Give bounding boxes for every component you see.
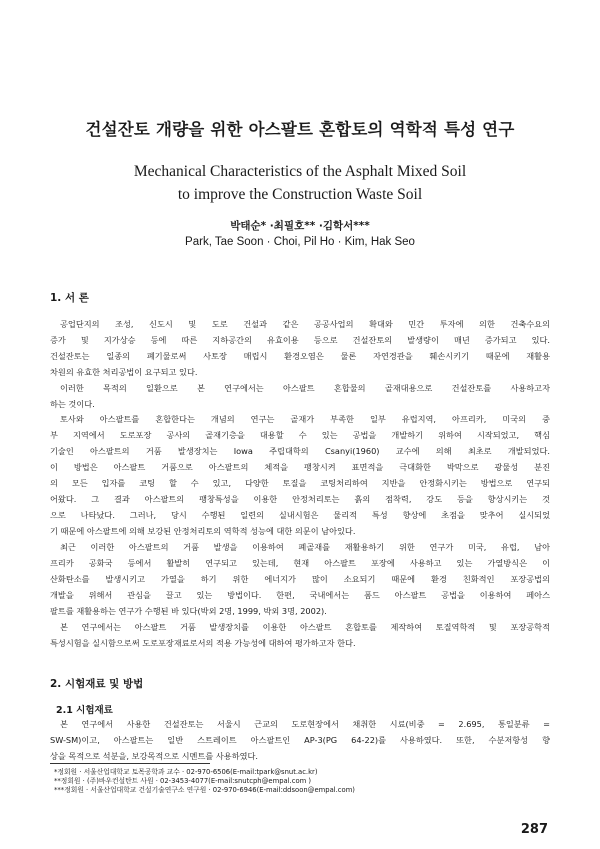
body-line: SW-SM)이고, 아스팔트는 일반 스트레이트 아스팔트인 AP-3(PG 64-22)를 사용하였다. 또한, 수분저항성 향 (50, 735, 550, 745)
body-line: 특성시험을 실시함으로써 도로포장재료로서의 적용 가능성에 대하여 평가하고자 한다. (50, 638, 356, 648)
title-english-line2: to improve the Construction Waste Soil (177, 186, 423, 203)
body-line: 기 때문에 아스팔트에 의해 보강된 안정처리토의 역학적 성능에 대한 의문이 남아있다. (50, 526, 356, 536)
body-line: 상을 목적으로 석분을, 보강목적으로 시멘트를 사용하였다. (50, 751, 259, 761)
body-line: 증가 및 지가상승 등에 따른 지하공간의 유효이용 등으로 건설잔토의 발생량이 매년 증가되고 있다. (50, 335, 550, 345)
title-korean: 건설잔토 개량을 위한 아스팔트 혼합토의 역학적 특성 연구 (85, 120, 515, 139)
page-number: 287 (520, 822, 548, 837)
body-line: 어왔다. 그 결과 아스팔트의 팽창특성을 이용한 안정처리토는 흙의 점착력, 강도 등을 향상시키는 것 (50, 494, 550, 504)
body-line: 의 모든 입자를 코팅 할 수 있고, 다양한 토질을 코팅처리하여 지반을 안정화시키는 방법으로 연구되 (50, 478, 550, 488)
body-line: 산화탄소를 발생시키고 가열을 하기 위한 에너지가 많이 소요되기 때문에 환경 친화적인 포장공법의 (50, 574, 550, 584)
body-line: 기술인 아스팔트의 거품 발생장치는 Iowa 주립대학의 Csanyi(1960) 교수에 의해 최초로 개발되었다. (50, 446, 550, 456)
body-line: 본 연구에서는 아스팔트 거품 발생장치를 이용한 아스팔트 혼합토를 제작하여 토질역학적 및 포장공학적 (60, 622, 550, 632)
body-line: 부 지역에서 도로포장 공사의 골재기층을 대용할 수 있는 공법을 개발하기 위하여 시작되었고, 핵심 (50, 430, 550, 440)
body-line: 으로 나타났다. 그러나, 당시 수행된 일련의 실내시험은 물리적 특성 향상에 초점을 맞추어 실시되었 (50, 510, 550, 520)
body-line: 토사와 아스팔트를 혼합한다는 개념의 연구는 골재가 부족한 일부 유럽지역, 아프리카, 미국의 중 (60, 414, 550, 424)
title-english-line1: Mechanical Characteristics of the Asphalt Mixed Soil (133, 163, 467, 180)
authors-english: Park, Tae Soon · Choi, Pil Ho · Kim, Hak Seo (185, 236, 415, 248)
footnote-author2: **정회원 · (주)바우컨설탄트 사원 · 02-3453-4077(E-mail:snutcph@empal.com ) (54, 777, 312, 785)
authors-korean: 박태순* ·최필호** ·김학서*** (230, 220, 370, 232)
body-line: 최근 이러한 아스팔트의 거품 발생을 이용하여 폐골재를 재활용하기 위한 연구가 미국, 유럽, 남아 (60, 542, 550, 552)
body-line: 이러한 목적의 일환으로 본 연구에서는 아스팔트 혼합물의 골재대용으로 건설잔토를 사용하고자 (60, 383, 550, 393)
section-heading-materials: 2. 시험재료 및 방법 (50, 678, 144, 690)
body-line: 건설잔토는 일종의 폐기물로써 사토장 매립시 환경오염은 물론 자연경관을 훼손시키기 때문에 재활용 (50, 351, 550, 361)
body-line: 본 연구에서 사용한 건설잔토는 서울시 근교의 도로현장에서 채취한 시료(비중 = 2.695, 통일분류 = (60, 719, 550, 729)
section-heading-introduction: 1. 서 론 (50, 292, 89, 304)
body-line: 하는 것이다. (50, 399, 95, 409)
subsection-heading-materials: 2.1 시험재료 (56, 705, 113, 716)
footnote-author3: ***정회원 · 서울산업대학교 건설기술연구소 연구원 · 02-970-6946(E-mail:ddsoon@empal.com) (54, 786, 355, 794)
body-line: 차원의 유효한 처리공법이 요구되고 있다. (50, 367, 198, 377)
footnote-rule (50, 763, 210, 764)
body-line: 공업단지의 조성, 신도시 및 도로 건설과 같은 공공사업의 확대와 민간 투자에 의한 건축수요의 (60, 319, 550, 329)
body-line: 개발을 위해서 관심을 끌고 있는 방법이다. 한편, 국내에서는 폼드 아스팔트 공법을 이용하여 페아스 (50, 590, 550, 600)
body-line: 팔트를 재활용하는 연구가 수행된 바 있다(박외 2명, 1999, 박외 3명, 2002). (50, 606, 327, 616)
footnote-author1: *정회원 · 서울산업대학교 토목공학과 교수 · 02-970-6506(E-mail:tpark@snut.ac.kr) (54, 768, 318, 776)
body-line: 이 방법은 아스팔트 거품으로 아스팔트의 체적을 팽창시켜 표면적을 극대화한 박막으로 광물성 분진 (50, 462, 550, 472)
body-line: 프리카 공화국 등에서 활발히 연구되고 있는데, 현재 아스팔트 포장에 사용하고 있는 가열방식은 이 (50, 558, 550, 568)
